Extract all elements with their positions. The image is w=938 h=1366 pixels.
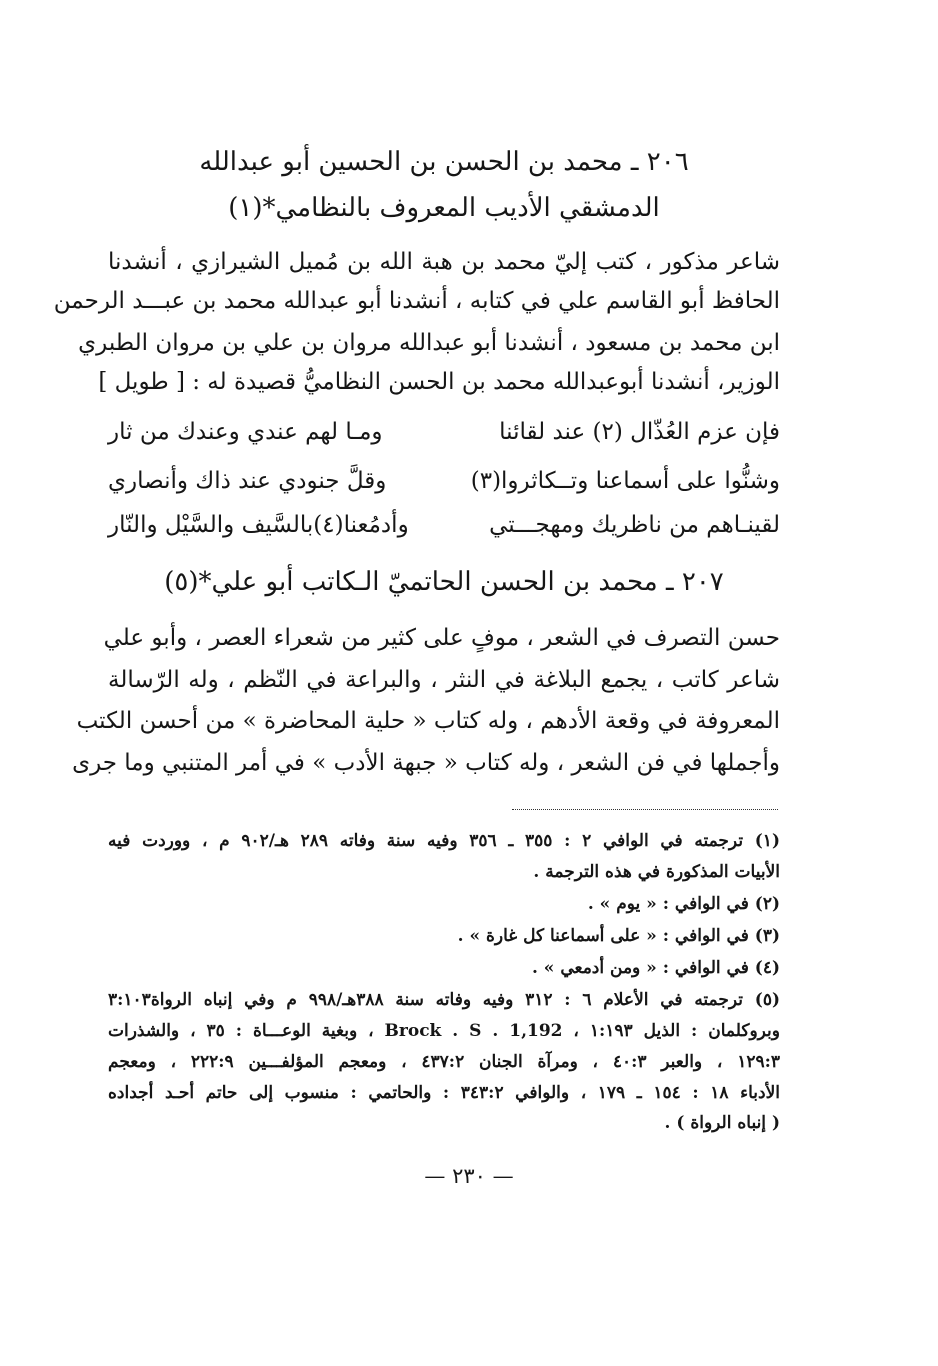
footnote-line: الأدباء ١٨ : ١٥٤ ـ ١٧٩ ، والوافي ٣٤٣:٢ : والحاتمي : منسوب إلى حاتم أحـد أجداده: [108, 1083, 780, 1103]
entry-207-text-line: حسن التصرف في الشعر ، موفٍ على كثير من شعراء العصر ، وأبو علي: [103, 625, 780, 651]
entry-206-text-line: شاعر مذكور ، كتب إليّ محمد بن هبة الله بن مُميل الشيرازي ، أنشدنا: [108, 249, 780, 275]
entry-206-text-line: الحافظ أبو القاسم علي في كتابه ، أنشدنا أبو عبدالله محمد بن عبـــد الرحمن: [53, 288, 780, 314]
footnote-line: (٥) ترجمته في الأعلام ٦ : ٣١٢ وفيه وفاته سنة ٣٨٨هـ/٩٩٨ م وفي إنباه الرواة٣:١٠٣: [108, 990, 780, 1010]
entry-206-title-line-2: الدمشقي الأديب المعروف بالنظامي*(١): [228, 193, 660, 223]
entry-206-title-line-1: ٢٠٦ ـ محمد بن الحسن بن الحسين أبو عبدالله: [199, 147, 689, 177]
entry-207-title: ٢٠٧ ـ محمد بن الحسن الحاتميّ الـكاتب أبو علي*(٥): [164, 567, 724, 597]
verse-first-hemistich: فإن عزم العُذّال (٢) عند لقائنا: [499, 419, 780, 445]
footnote-line: (٢) في الوافي : « يوم » .: [587, 894, 780, 914]
footnote-line: ١٢٩:٣ ، والعبر ٤٠:٣ ، ومرآة الجنان ٤٣٧:٢ ، ومعجم المؤلفـــين ٢٢٢:٩ ، ومعجم: [108, 1052, 780, 1072]
entry-206-text-line: الوزير، أنشدنا أبوعبدالله محمد بن الحسن النظاميُّ قصيدة له : [ طويل ]: [98, 369, 780, 395]
footnote-line: (٣) في الوافي : « على أسماعنا كل غارة » .: [457, 926, 780, 946]
verse-second-hemistich: وقلَّ جنودي عند ذاك وأنصاري: [108, 468, 387, 494]
page-number: — ٢٣٠ —: [424, 1164, 514, 1188]
verse-first-hemistich: وشنُّوا على أسماعنا وتــكاثروا(٣): [470, 468, 780, 494]
footnote-separator: [512, 809, 778, 810]
verse-second-hemistich: وأدمُعنا(٤)بالسَّيف والسَّيْل والنّار: [108, 512, 409, 538]
entry-206-text-line: ابن محمد بن مسعود ، أنشدنا أبو عبدالله مروان بن علي بن مروان الطبري: [78, 330, 780, 356]
footnote-line: (٤) في الوافي : « ومن أدمعي » .: [531, 958, 780, 978]
footnote-line: وبروكلمان : الذيل ١:١٩٣ ، Brock . S . 1,192 ، وبغية الوعـــاة : ٣٥ ، والشذرات: [108, 1021, 780, 1041]
footnote-line: (١) ترجمته في الوافي ٢ : ٣٥٥ ـ ٣٥٦ وفيه سنة وفاته ٢٨٩ هـ/٩٠٢ م ، ووردت فيه: [108, 831, 780, 851]
verse-second-hemistich: ومـا لهم عندي وعندك من ثار: [108, 419, 383, 445]
footnote-line: ( إنباه الرواة ) .: [664, 1113, 780, 1133]
verse-first-hemistich: لقينـاهم من ناظريك ومهجـــتي: [489, 512, 780, 538]
entry-207-text-line: المعروفة في وقعة الأدهم ، وله كتاب « حلية المحاضرة » من أحسن الكتب: [76, 708, 780, 734]
entry-207-text-line: وأجملها في فن الشعر ، وله كتاب « جبهة الأدب » في أمر المتنبي وما جرى: [72, 750, 780, 776]
entry-207-text-line: شاعر كاتب ، يجمع البلاغة في النثر ، والبراعة في النّظم ، وله الرّسالة: [108, 667, 780, 693]
footnote-line: الأبيات المذكورة في هذه الترجمة .: [533, 862, 780, 882]
